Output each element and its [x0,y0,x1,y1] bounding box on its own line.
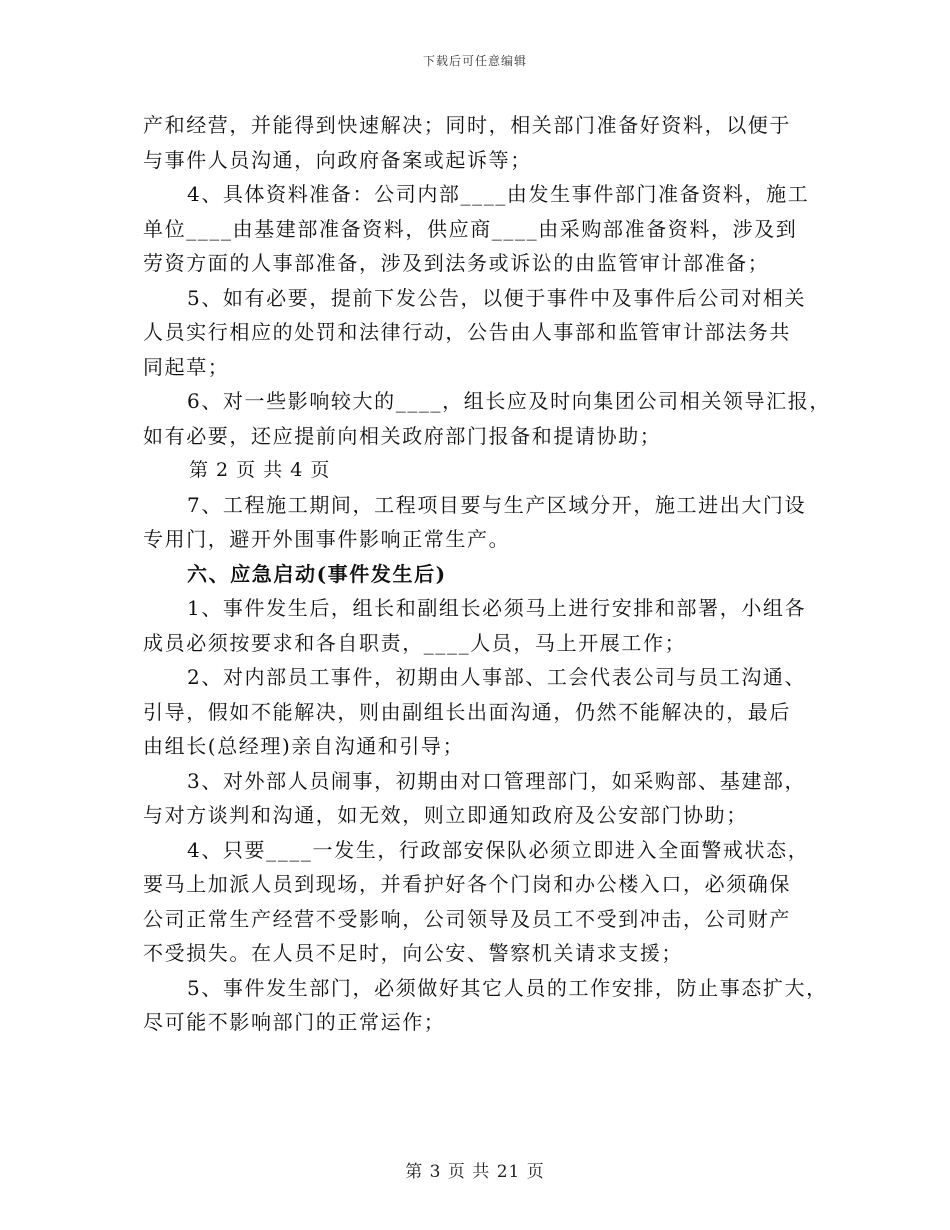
text-line: 公司正常生产经营不受影响，公司领导及员工不受到冲击，公司财产 [143,906,791,931]
text-line: 4、只要____一发生，行政部安保队必须立即进入全面警戒状态， [187,837,810,862]
text-line: 不受损失。在人员不足时，向公安、警察机关请求支援； [143,941,683,965]
text-line: 单位____由基建部准备资料，供应商____由采购部准备资料，涉及到 [143,216,798,241]
text-line: 5、如有必要，提前下发公告，以便于事件中及事件后公司对相关 [187,285,807,310]
text-line: 3、对外部人员闹事，初期由对口管理部门，如采购部、基建部， [187,768,807,793]
section-heading: 六、应急启动(事件发生后) [187,561,447,586]
page-footer: 第 3 页 共 21 页 [405,1162,545,1182]
text-line: 由组长(总经理)亲自沟通和引导； [143,734,465,758]
text-line: 尽可能不影响部门的正常运作； [143,1010,446,1034]
header-note: 下载后可任意编辑 [422,54,527,68]
text-line: 4、具体资料准备：公司内部____由发生事件部门准备资料，施工 [187,182,810,206]
text-line: 1、事件发生后，组长和副组长必须马上进行安排和部署，小组各 [187,596,807,620]
text-line: 与事件人员沟通，向政府备案或起诉等； [143,147,532,172]
text-line: 劳资方面的人事部准备，涉及到法务或诉讼的由监管审计部准备； [143,251,770,275]
text-line: 2、对内部员工事件，初期由人事部、工会代表公司与员工沟通、 [187,665,807,689]
text-line: 成员必须按要求和各自职责，____人员，马上开展工作； [143,630,687,655]
text-line: 如有必要，还应提前向相关政府部门报备和提请协助； [143,423,662,448]
text-line: 与对方谈判和沟通，如无效，则立即通知政府及公安部门协助； [143,803,748,827]
inline-page-marker: 第 2 页 共 4 页 [189,459,331,481]
document-body [143,108,831,1040]
text-line: 要马上加派人员到现场，并看护好各个门岗和办公楼入口，必须确保 [143,872,791,896]
text-line: 5、事件发生部门，必须做好其它人员的工作安排，防止事态扩大， [187,975,828,1000]
text-line: 同起草； [143,354,230,379]
text-line: 产和经营，并能得到快速解决；同时，相关部门准备好资料，以便于 [143,113,791,137]
text-line: 6、对一些影响较大的____，组长应及时向集团公司相关领导汇报， [187,389,831,413]
text-line: 7、工程施工期间，工程项目要与生产区域分开，施工进出大门设 [187,492,807,517]
text-line: 人员实行相应的处罚和法律行动，公告由人事部和监管审计部法务共 [143,320,791,344]
text-line: 引导，假如不能解决，则由副组长出面沟通，仍然不能解决的，最后 [143,699,791,724]
text-line: 专用门，避开外围事件影响正常生产。 [143,527,511,551]
